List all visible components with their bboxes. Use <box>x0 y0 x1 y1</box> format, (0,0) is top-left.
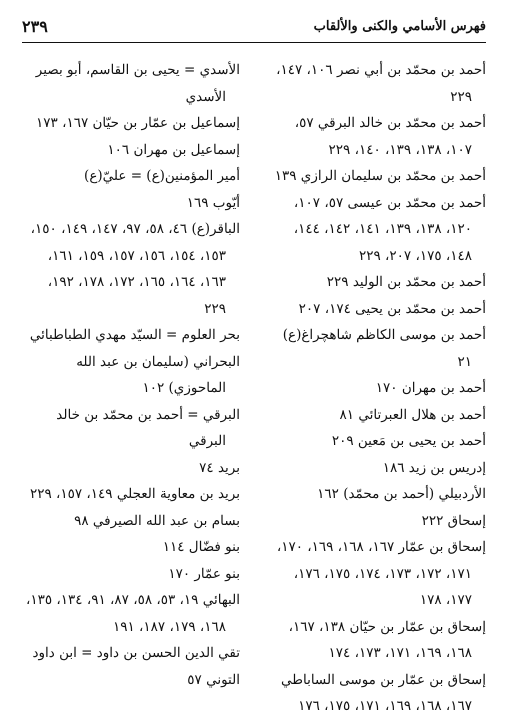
index-entry: إدريس بن زيد ١٨٦ <box>382 459 486 476</box>
index-entry: بنو عمّار ١٧٠ <box>168 565 240 582</box>
index-entry: أحمد بن محمّد بن خالد البرقي ٥٧، ١٠٧، ١٣٨، ١٣٩، ١٤٠، ٢٢٩ <box>294 115 486 158</box>
index-entry: أحمد بن محمّد بن يحيى ١٧٤، ٢٠٧ <box>298 300 486 317</box>
index-entry: البهائي ١٩، ٥٣، ٥٨، ٨٧، ٩١، ١٣٤، ١٣٥، ١٦٨، ١٧٩، ١٨٧، ١٩١ <box>26 592 240 635</box>
index-entry: أيّوب ١٦٩ <box>186 194 240 211</box>
index-entry: أحمد بن مهران ١٧٠ <box>375 380 486 396</box>
index-entry: البحراني (سليمان بن عبد الله الماحوزي) ١٠٢ <box>76 353 240 396</box>
index-entry: أحمد بن هلال العبرتائي ٨١ <box>339 406 486 423</box>
page-number: ٢٣٩ <box>22 16 48 36</box>
index-entry: بحر العلوم = السيّد مهدي الطباطبائي <box>29 327 240 343</box>
index-entry: أحمد بن موسى الكاظم شاهچراغ(ع) ٢١ <box>282 327 486 370</box>
index-entry: الأردبيلي (أحمد بن محمّد) ١٦٢ <box>317 486 486 502</box>
index-entry: إسماعيل بن مهران ١٠٦ <box>107 141 240 158</box>
header-rule <box>22 42 486 43</box>
index-entry: الأسدي = يحيى بن القاسم، أبو بصير الأسدي <box>35 62 240 105</box>
index-entry: تقي الدين الحسن بن داود = ابن داود <box>32 645 240 661</box>
index-entry: أحمد بن محمّد بن سليمان الرازي ١٣٩ <box>274 168 486 184</box>
index-entry: بنو فضّال ١١٤ <box>162 539 240 555</box>
index-entry: الباقر(ع) ٤٦، ٥٨، ٩٧، ١٤٧، ١٤٩، ١٥٠، ١٥٣، ١٥٤، ١٥٦، ١٥٧، ١٥٩، ١٦١، ١٦٣، ١٦٤، ١٦٥، ١٧٢، ١٧٨، ١٩٢، ٢٢٩ <box>30 221 240 317</box>
index-entry: أحمد بن يحيى بن مَعين ٢٠٩ <box>331 433 486 449</box>
index-column-right <box>268 57 486 720</box>
index-entry: أمير المؤمنين(ع) = عليّ(ع) <box>84 168 240 184</box>
index-entry: أحمد بن محمّد بن أبي نصر ١٠٦، ١٤٧، ٢٢٩ <box>276 62 486 105</box>
index-entry: أحمد بن محمّد بن عيسى ٥٧، ١٠٧، ١٢٠، ١٣٨، ١٣٩، ١٤١، ١٤٢، ١٤٤، ١٤٨، ١٧٥، ٢٠٧، ٢٢٩ <box>293 194 486 264</box>
index-entry: إسحاق ٢٢٢ <box>421 512 486 529</box>
index-column-left <box>22 57 240 693</box>
index-entry: إسحاق بن عمّار بن موسى الساباطي ١٦٧، ١٦٨، ١٦٩، ١٧١، ١٧٥، ١٧٦ <box>280 671 486 714</box>
index-entry: البرقي = أحمد بن محمّد بن خالد البرقي <box>56 406 240 449</box>
index-entry: بسام بن عبد الله الصيرفي ٩٨ <box>74 512 240 529</box>
index-entry: أحمد بن محمّد بن الوليد ٢٢٩ <box>326 274 486 290</box>
index-entry: إسحاق بن عمّار ١٦٧، ١٦٨، ١٦٩، ١٧٠، ١٧١، ١٧٢، ١٧٣، ١٧٤، ١٧٥، ١٧٦، ١٧٧، ١٧٨ <box>276 539 486 608</box>
running-title: فهرس الأسامي والكنى والألقاب <box>313 18 486 34</box>
index-entry: بريد ٧٤ <box>199 459 240 476</box>
index-entry: التوني ٥٧ <box>187 671 240 688</box>
index-entry: إسماعيل بن عمّار بن حيّان ١٦٧، ١٧٣ <box>36 115 240 131</box>
page-header <box>22 14 486 38</box>
index-entry: بريد بن معاوية العجلي ١٤٩، ١٥٧، ٢٢٩ <box>29 486 240 502</box>
index-entry: إسحاق بن عمّار بن حيّان ١٣٨، ١٦٧، ١٦٨، ١٦٩، ١٧١، ١٧٣، ١٧٤ <box>288 618 486 661</box>
